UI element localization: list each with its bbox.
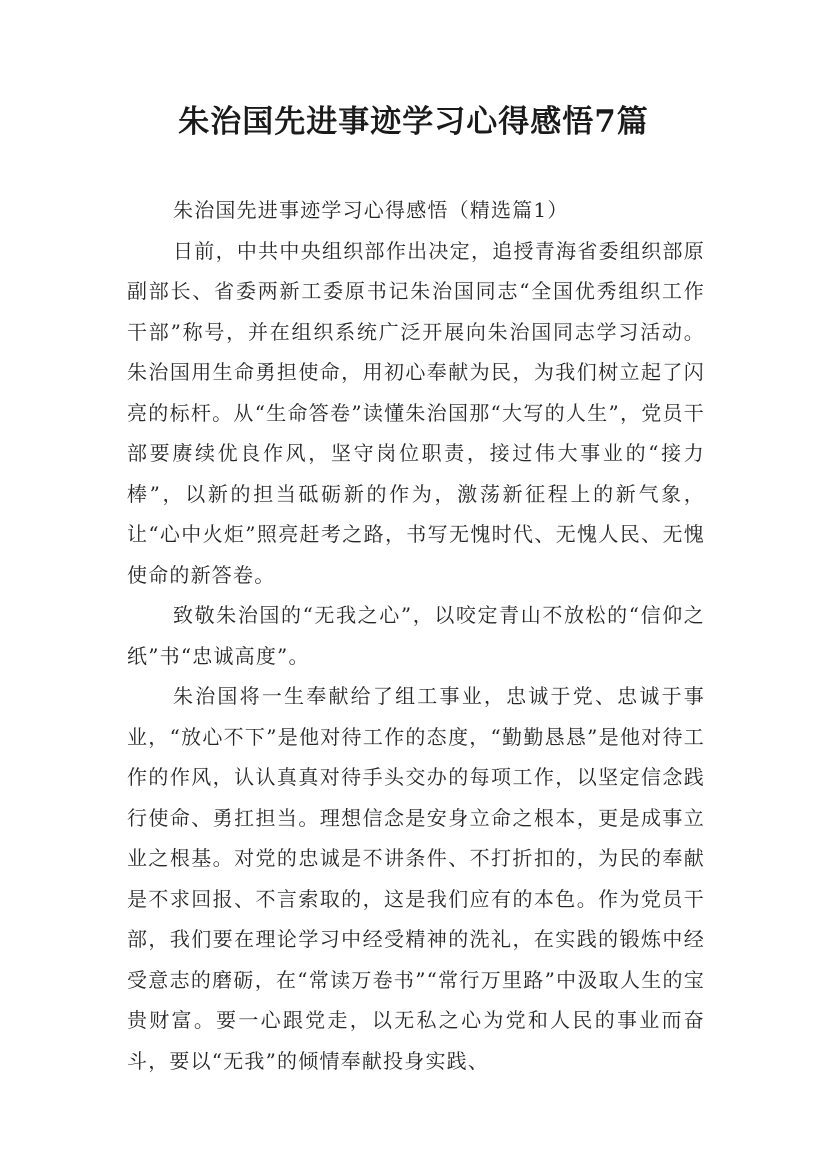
document-body bbox=[127, 190, 705, 1081]
document-title: 朱治国先进事迹学习心得感悟7篇 bbox=[178, 104, 649, 140]
section-subtitle: 朱治国先进事迹学习心得感悟（精选篇1） bbox=[173, 198, 569, 222]
paragraph: 日前，中共中央组织部作出决定，追授青海省委组织部原副部长、省委两新工委原书记朱治国同志“全国优秀组织工作干部”称号，并在组织系统广泛开展向朱治国同志学习活动。朱治国用生命勇担使命，用初心奉献为民，为我们树立起了闪亮的标杆。从“生命答卷”读懂朱治国那“大写的人生”，党员干部要赓续优良作风，坚守岗位职责，接过伟大事业的“接力棒”，以新的担当砥砺新的作为，激荡新征程上的新气象，让“心中火炬”照亮赶考之路，书写无愧时代、无愧人民、无愧使命的新答卷。 bbox=[127, 238, 705, 587]
paragraph: 朱治国将一生奉献给了组工事业，忠诚于党、忠诚于事业，“放心不下”是他对待工作的态度，“勤勤恳恳”是他对待工作的作风，认认真真对待手头交办的每项工作，以坚定信念践行使命、勇扛担当。理想信念是安身立命之根本，更是成事立业之根基。对党的忠诚是不讲条件、不打折扣的，为民的奉献是不求回报、不言索取的，这是我们应有的本色。作为党员干部，我们要在理论学习中经受精神的洗礼，在实践的锻炼中经受意志的磨砺，在“常读万卷书”“常行万里路”中汲取人生的宝贵财富。要一心跟党走，以无私之心为党和人民的事业而奋斗，要以“无我”的倾情奉献投身实践、 bbox=[127, 684, 705, 1073]
paragraph: 致敬朱治国的“无我之心”，以咬定青山不放松的“信仰之纸”书“忠诚高度”。 bbox=[127, 603, 705, 668]
